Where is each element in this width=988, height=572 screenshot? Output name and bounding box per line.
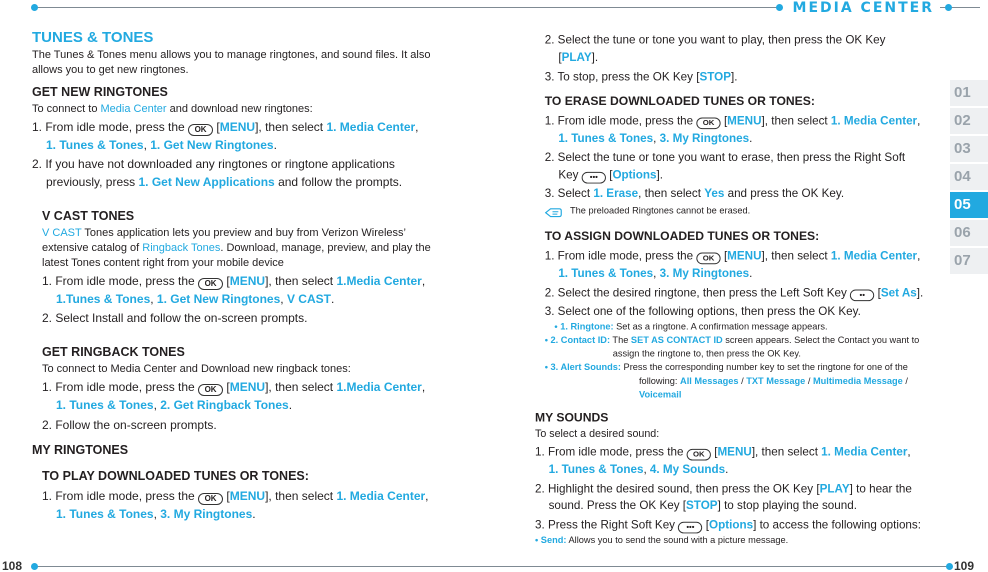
get-new-step-1: 1. From idle mode, press the OK [MENU], then select 1. Media Center, 1. Tunes & Tones, 1. Get New Ringtones. [32, 119, 419, 152]
bottom-right-dot [946, 563, 953, 570]
erase-step-3: 3. Select 1. Erase, then select Yes and press the OK Key. [544, 186, 845, 201]
assign-option-alert-sounds: • 3. Alert Sounds: Press the corresponding number key to set the ringtone for one of the following: All Messages / TXT Message / Multimedia Message / Voicemail [544, 362, 908, 401]
bottom-left-dot [31, 563, 38, 570]
note-hand-icon [545, 207, 562, 218]
right-column [535, 30, 924, 548]
header-title: MEDIA CENTER [792, 0, 934, 16]
chapter-tab-06[interactable]: 06 [950, 220, 988, 246]
get-new-intro: To connect to Media Center and download new ringtones: [32, 102, 313, 115]
erase-step-1: 1. From idle mode, press the OK [MENU], then select 1. Media Center, 1. Tunes & Tones, 3. My Ringtones. [544, 113, 921, 145]
erase-heading: TO ERASE DOWNLOADED TUNES OR TONES: [544, 94, 815, 109]
assign-option-ringtone: • 1. Ringtone: Set as a ringtone. A confirmation message appears. [554, 321, 828, 333]
assign-heading: TO ASSIGN DOWNLOADED TUNES OR TONES: [544, 229, 820, 244]
intro-text: The Tunes & Tones menu allows you to manage ringtones, and sound files. It also allows you to get new ringtones. [32, 49, 431, 76]
page-title: TUNES & TONES [32, 29, 154, 46]
chapter-tab-02[interactable]: 02 [950, 108, 988, 134]
assign-step-3: 3. Select one of the following options, then press the OK Key. [544, 304, 861, 319]
assign-option-contact-id: • 2. Contact ID: The SET AS CONTACT ID screen appears. Select the Contact you want to assign the ringtone to, then press the OK Key. [544, 335, 920, 360]
get-new-step-2: 2. If you have not downloaded any ringtones or ringtone applications previously, press 1. Get New Applications and follow the prompts. [32, 157, 403, 190]
ok-key-icon: OK [198, 493, 223, 505]
assign-step-2: 2. Select the desired ringtone, then press the Left Soft Key •• [Set As]. [544, 285, 924, 299]
chapter-tabs [950, 80, 988, 276]
chapter-tab-07[interactable]: 07 [950, 248, 988, 274]
left-column [32, 28, 437, 524]
erase-step-2: 2. Select the tune or tone you want to erase, then press the Right Soft Key ••• [Options]. [544, 150, 906, 182]
right-soft-key-icon: ••• [582, 171, 606, 183]
note-text: The preloaded Ringtones cannot be erased. [569, 206, 751, 217]
ok-key-icon: OK [696, 118, 720, 130]
ringback-step-1: 1. From idle mode, press the OK [MENU], then select 1.Media Center, 1. Tunes & Tones, 2. Get Ringback Tones. [42, 379, 426, 412]
play-heading: TO PLAY DOWNLOADED TUNES OR TONES: [42, 469, 309, 484]
top-mid-dot [776, 4, 783, 11]
chapter-tab-05[interactable]: 05 [950, 192, 988, 218]
chapter-tab-03[interactable]: 03 [950, 136, 988, 162]
my-ringtones-heading: MY RINGTONES [32, 443, 129, 458]
play-step-2: 2. Select the tune or tone you want to play, then press the OK Key [PLAY]. [544, 32, 886, 64]
chapter-tab-04[interactable]: 04 [950, 164, 988, 190]
ringback-intro: To connect to Media Center and Download new ringback tones: [42, 362, 351, 375]
ok-key-icon: OK [198, 384, 223, 396]
ok-key-icon: OK [188, 124, 213, 136]
ringback-heading: GET RINGBACK TONES [42, 345, 185, 360]
my-sounds-option-send: • Send: Allows you to send the sound with a picture message. [535, 535, 789, 546]
my-sounds-intro: To select a desired sound: [535, 428, 660, 441]
top-rule [34, 7, 779, 8]
top-right-dot [945, 4, 952, 11]
my-sounds-step-2: 2. Highlight the desired sound, then press the OK Key [PLAY] to hear the sound. Press the OK Key [STOP] to stop playing the sound. [535, 481, 912, 513]
play-step-3: 3. To stop, press the OK Key [STOP]. [544, 69, 738, 84]
right-soft-key-icon: ••• [678, 522, 702, 534]
bottom-rule [34, 566, 952, 567]
chapter-tab-01[interactable]: 01 [950, 80, 988, 106]
ok-key-icon: OK [687, 449, 711, 461]
ok-key-icon: OK [198, 278, 223, 290]
vcast-tones-heading: V CAST TONES [42, 208, 135, 223]
my-sounds-step-1: 1. From idle mode, press the OK [MENU], then select 1. Media Center, 1. Tunes & Tones, 4. My Sounds. [535, 444, 911, 476]
ok-key-icon: OK [696, 253, 720, 265]
page-number-left: 108 [2, 559, 23, 572]
erase-note [545, 203, 924, 220]
assign-step-1: 1. From idle mode, press the OK [MENU], then select 1. Media Center, 1. Tunes & Tones, 3. My Ringtones. [544, 248, 921, 280]
ringback-step-2: 2. Follow the on-screen prompts. [42, 417, 217, 432]
page-number-right: 109 [954, 559, 975, 572]
vcast-step-2: 2. Select Install and follow the on-screen prompts. [42, 311, 308, 326]
top-left-dot [31, 4, 38, 11]
vcast-step-1: 1. From idle mode, press the OK [MENU], then select 1.Media Center, 1.Tunes & Tones, 1. Get New Ringtones, V CAST. [42, 273, 426, 306]
my-sounds-step-3: 3. Press the Right Soft Key ••• [Options] to access the following options: [535, 518, 921, 532]
my-sounds-heading: MY SOUNDS [535, 411, 609, 425]
play-step-1: 1. From idle mode, press the OK [MENU], then select 1. Media Center, 1. Tunes & Tones, 3. My Ringtones. [42, 488, 429, 521]
vcast-intro: V CAST Tones application lets you preview and buy from Verizon Wireless’ extensive catalog of Ringback Tones. Download, manage, preview, and play the latest Tones content right from your mobile device [42, 226, 431, 269]
left-soft-key-icon: •• [850, 289, 874, 301]
get-new-ringtones-heading: GET NEW RINGTONES [32, 85, 168, 99]
